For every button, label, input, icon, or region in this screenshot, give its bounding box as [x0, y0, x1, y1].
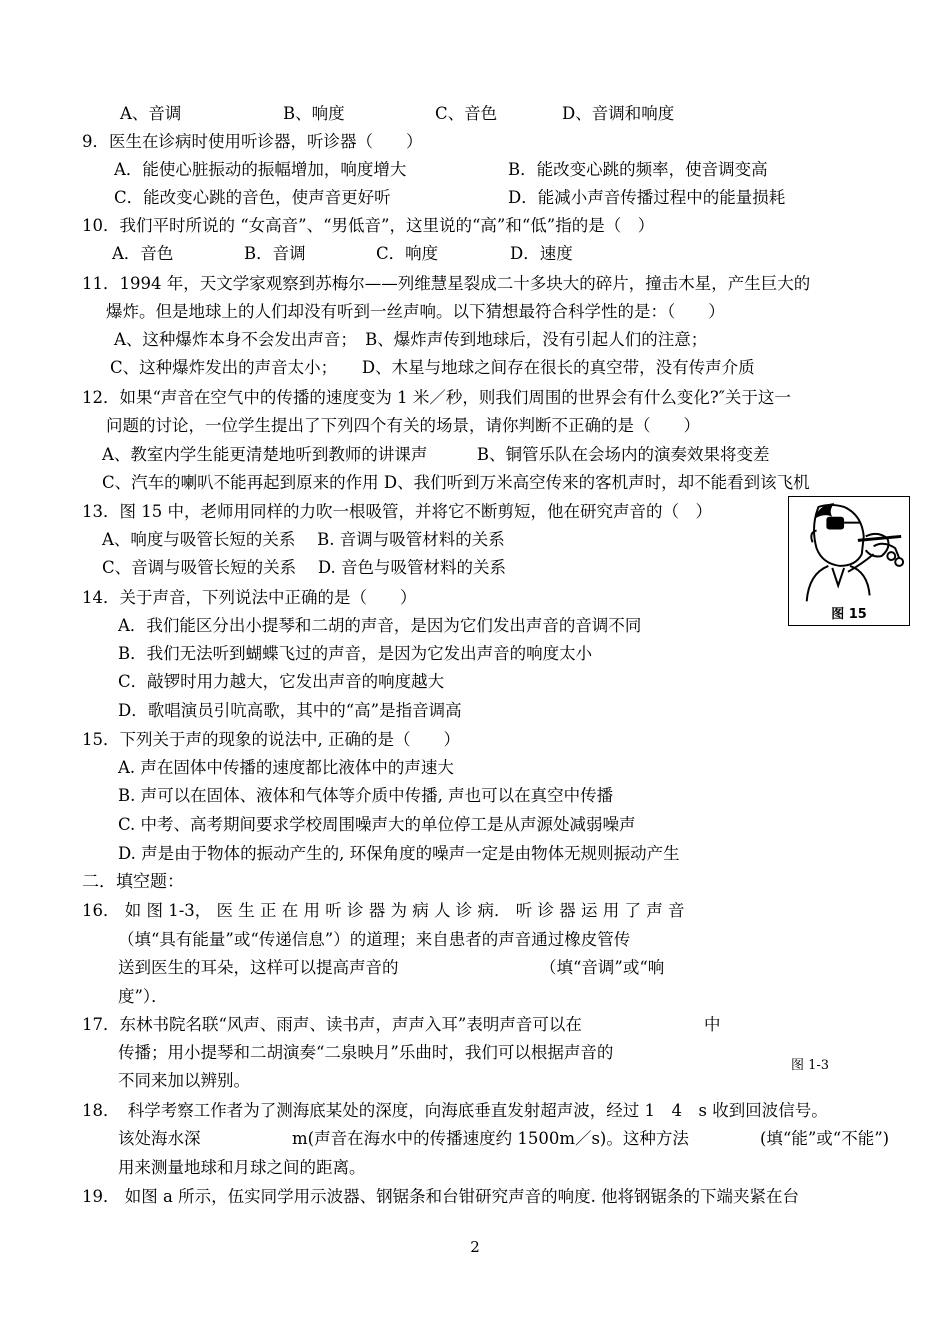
q18-line2c: (填“能”或“不能”) [760, 1129, 890, 1148]
q12-options-cd: C、汽车的喇叭不能再起到原来的作用 D、我们听到万米高空传来的客机声时，却不能看到该飞机 [102, 473, 810, 492]
q11-line2: 爆炸。但是地球上的人们却没有听到一丝声响。以下猜想最符合科学性的是：（ ） [106, 302, 725, 321]
q8-option-d: D、音调和响度 [562, 104, 675, 123]
q15-option-c: C. 中考、高考期间要求学校周围噪声大的单位停工是从声源处减弱噪声 [118, 815, 636, 834]
q19-line1: 19． 如图 a 所示，伍实同学用示波器、钢锯条和台钳研究声音的响度. 他将钢锯条的下端夹紧在台 [82, 1187, 800, 1206]
q13-options-ab: A、响度与吸管长短的关系 B. 音调与吸管材料的关系 [102, 530, 505, 549]
q16-line1: 16． 如 图 1-3， 医 生 正 在 用 听 诊 器 为 病 人 诊 病． 听 诊 器 运 用 了 声 音 [82, 901, 685, 920]
q18-line2b: m(声音在海水中的传播速度约 1500m／s)。这种方法 [292, 1129, 689, 1148]
q10-stem: 10．我们平时所说的 “女高音”、“男低音”，这里说的“高”和“低”指的是（ ） [82, 216, 655, 235]
q17-line3: 不同来加以辨别。 [118, 1071, 250, 1090]
q9-stem: 9．医生在诊病时使用听诊器，听诊器（ ） [82, 132, 423, 151]
q15-stem: 15．下列关于声的现象的说法中, 正确的是（ ） [82, 730, 460, 749]
q14-option-d: D．歌唱演员引吭高歌，其中的“高”是指音调高 [118, 701, 462, 720]
figure-15-caption: 图 15 [831, 607, 867, 622]
q15-option-b: B. 声可以在固体、液体和气体等介质中传播, 声也可以在真空中传播 [118, 786, 614, 805]
q16-line2: （填“具有能量”或“传递信息”）的道理；来自患者的声音通过橡皮管传 [118, 930, 631, 949]
q14-stem: 14．关于声音，下列说法中正确的是（ ） [82, 588, 417, 607]
section-2-title: 二．填空题： [82, 872, 184, 892]
q9-option-d: D．能减小声音传播过程中的能量损耗 [508, 188, 786, 207]
figure-15 [788, 496, 910, 626]
q12-line2: 问题的讨论，一位学生提出了下列四个有关的场景，请你判断不正确的是（ ） [106, 416, 700, 435]
q17-line1a: 17．东林书院名联“风声、雨声、读书声，声声入耳”表明声音可以在 [82, 1015, 582, 1034]
q10-option-c: C．响度 [376, 244, 439, 263]
q15-option-d: D. 声是由于物体的振动产生的, 环保角度的噪声一定是由物体无规则振动产生 [118, 844, 680, 863]
q13-stem: 13．图 15 中，老师用同样的力吹一根吸管，并将它不断剪短，他在研究声音的（ ） [82, 502, 712, 521]
q10-option-d: D．速度 [510, 244, 573, 263]
q16-line4: 度”）． [118, 987, 168, 1006]
q12-options-ab: A、教室内学生能更清楚地听到教师的讲课声 B、铜管乐队在会场内的演奏效果将变差 [102, 445, 770, 464]
q10-option-b: B．音调 [244, 244, 306, 263]
q15-option-a: A. 声在固体中传播的速度都比液体中的声速大 [118, 758, 454, 777]
q12-line1: 12．如果“声音在空气中的传播的速度变为 1 米／秒，则我们周围的世界会有什么变化?″关于这一 [82, 388, 791, 407]
q11-line1: 11．1994 年，天文学家观察到苏梅尔——列维慧星裂成二十多块大的碎片，撞击木星，产生巨大的 [82, 274, 811, 293]
q9-option-c: C．能改变心跳的音色，使声音更好听 [114, 188, 391, 207]
q8-option-c: C、音色 [435, 104, 498, 123]
q11-options-cd: C、这种爆炸发出的声音太小； D、木星与地球之间存在很长的真空带，没有传声介质 [110, 358, 755, 377]
q18-line2a: 该处海水深 [118, 1129, 201, 1148]
q17-line1b: 中 [704, 1015, 721, 1034]
q8-option-b: B、响度 [283, 104, 345, 123]
q14-option-c: C．敲锣时用力越大，它发出声音的响度越大 [118, 672, 445, 691]
q14-option-b: B．我们无法听到蝴蝶飞过的声音，是因为它发出声音的响度太小 [118, 644, 593, 663]
q9-option-b: B．能改变心跳的频率，使音调变高 [508, 160, 768, 179]
q13-options-cd: C、音调与吸管长短的关系 D. 音色与吸管材料的关系 [102, 558, 507, 577]
q9-option-a: A．能使心脏振动的振幅增加，响度增大 [114, 160, 407, 179]
q16-line3a: 送到医生的耳朵，这样可以提高声音的 [118, 958, 399, 977]
q18-line3: 用来测量地球和月球之间的距离。 [118, 1158, 366, 1177]
q14-option-a: A．我们能区分出小提琴和二胡的声音，是因为它们发出声音的音调不同 [118, 616, 642, 635]
q11-options-ab: A、这种爆炸本身不会发出声音； B、爆炸声传到地球后，没有引起人们的注意； [114, 330, 708, 349]
q16-line3b: （填“音调”或“响 [540, 958, 665, 977]
figure-1-3-caption: 图 1-3 [791, 1058, 830, 1073]
q18-line1: 18． 科学考察工作者为了测海底某处的深度，向海底垂直发射超声波，经过 1 4 s 收到回波信号。 [82, 1101, 828, 1120]
page-number: 2 [470, 1238, 480, 1256]
q8-option-a: A、音调 [120, 104, 182, 123]
q10-option-a: A．音色 [112, 244, 174, 263]
q17-line2: 传播；用小提琴和二胡演奏“二泉映月”乐曲时，我们可以根据声音的 [118, 1043, 614, 1062]
